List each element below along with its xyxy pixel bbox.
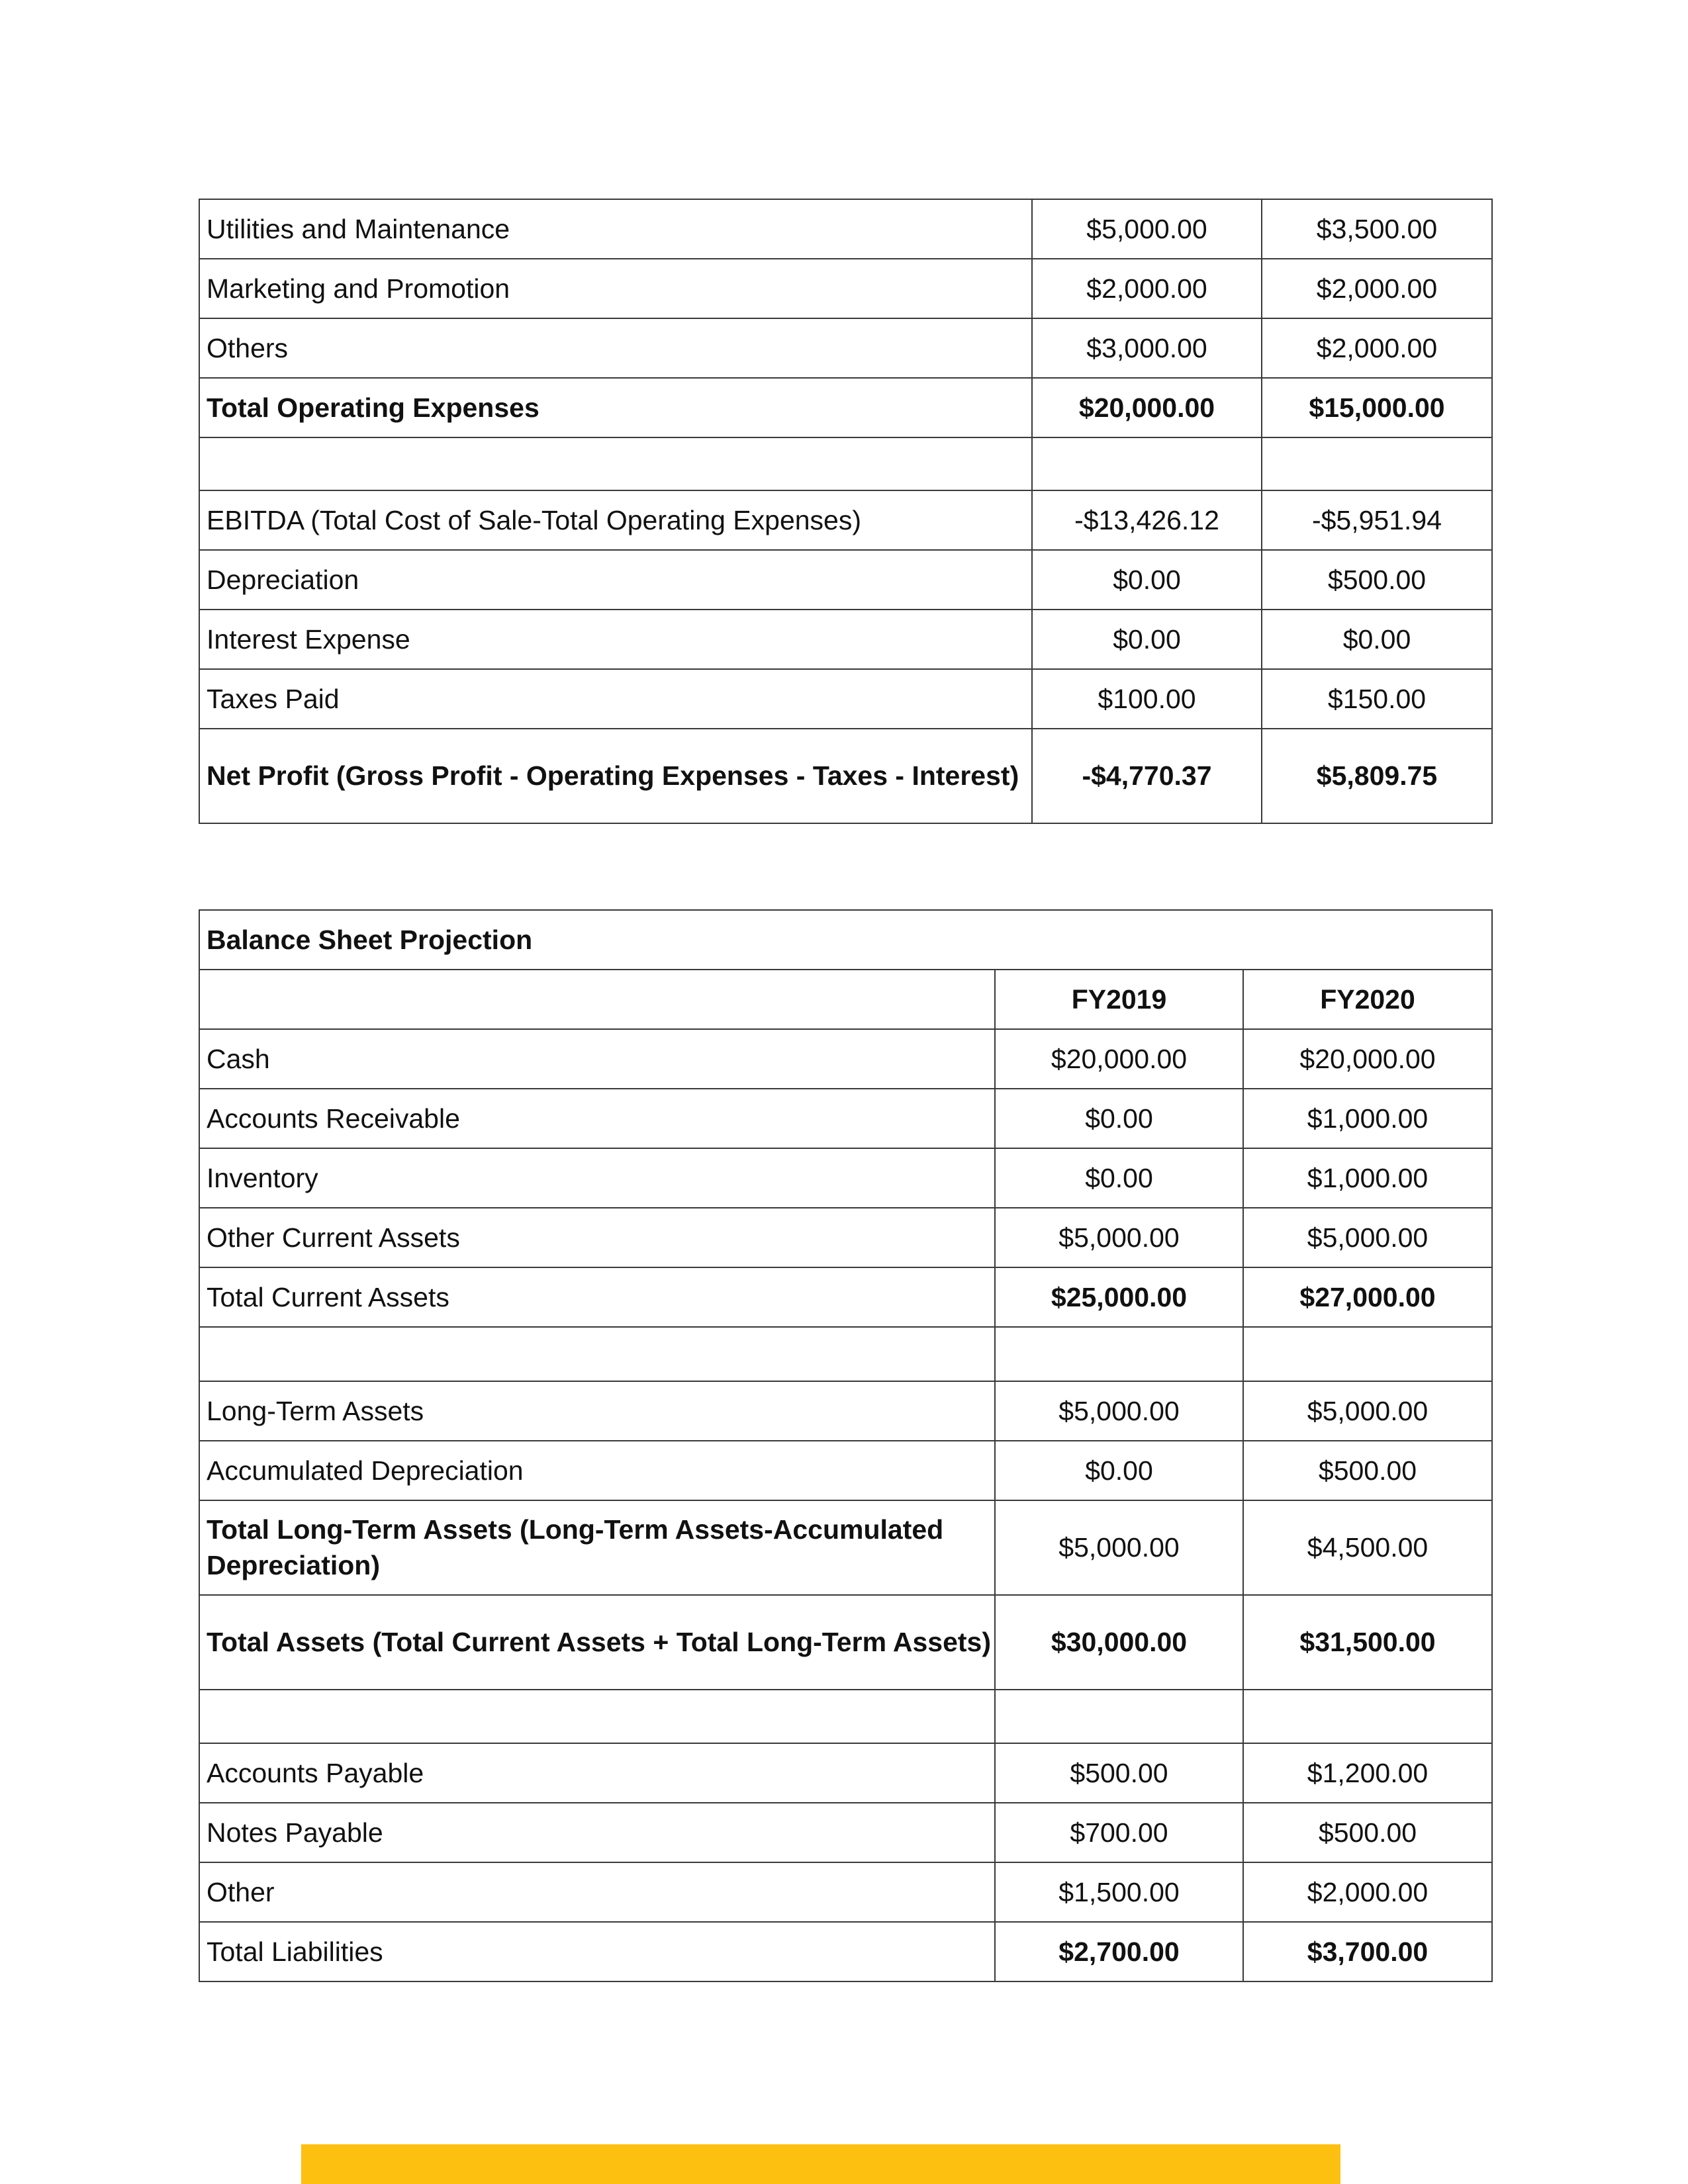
row-label: Marketing and Promotion (199, 259, 1032, 318)
header-blank (199, 970, 995, 1029)
row-value-year1: $3,000.00 (1032, 318, 1262, 378)
row-value-year1: $0.00 (1032, 550, 1262, 610)
row-value-year1: $1,500.00 (995, 1862, 1243, 1922)
table-row-spacer (199, 1690, 1492, 1743)
row-label: Accounts Receivable (199, 1089, 995, 1148)
table-row-total (199, 1595, 1492, 1690)
row-value-year1: $2,000.00 (1032, 259, 1262, 318)
balance-sheet-table (199, 909, 1493, 1982)
row-value-year1: $5,000.00 (995, 1500, 1243, 1595)
row-value-year2: $3,500.00 (1262, 199, 1492, 259)
row-value-year2: $4,500.00 (1243, 1500, 1492, 1595)
row-label: Total Current Assets (199, 1267, 995, 1327)
row-label: Total Long-Term Assets (Long-Term Assets-Accumulated Depreciation) (199, 1500, 995, 1595)
row-value-year1: $30,000.00 (995, 1595, 1243, 1690)
table-row (199, 1441, 1492, 1500)
row-value-year2: $500.00 (1243, 1441, 1492, 1500)
row-value-year2: $2,000.00 (1262, 318, 1492, 378)
row-value-year2: $3,700.00 (1243, 1922, 1492, 1981)
table-row (199, 1148, 1492, 1208)
row-label: Long-Term Assets (199, 1381, 995, 1441)
row-value-year1: $20,000.00 (1032, 378, 1262, 437)
row-value-year2: $27,000.00 (1243, 1267, 1492, 1327)
table-header-row (199, 970, 1492, 1029)
row-label (199, 1327, 995, 1381)
row-value-year1: -$13,426.12 (1032, 490, 1262, 550)
row-label: Depreciation (199, 550, 1032, 610)
row-value-year1 (1032, 437, 1262, 490)
table-row-total (199, 1922, 1492, 1981)
row-value-year1: $25,000.00 (995, 1267, 1243, 1327)
row-label: Total Operating Expenses (199, 378, 1032, 437)
table-row (199, 1381, 1492, 1441)
row-value-year2: $0.00 (1262, 610, 1492, 669)
row-label: Taxes Paid (199, 669, 1032, 729)
row-value-year2: $5,000.00 (1243, 1381, 1492, 1441)
row-label: Other Current Assets (199, 1208, 995, 1267)
row-label: Total Assets (Total Current Assets + Total Long-Term Assets) (199, 1595, 995, 1690)
row-value-year2: $2,000.00 (1243, 1862, 1492, 1922)
row-label: Cash (199, 1029, 995, 1089)
table-row (199, 259, 1492, 318)
table-row-spacer (199, 437, 1492, 490)
row-label: Notes Payable (199, 1803, 995, 1862)
row-label (199, 437, 1032, 490)
row-value-year2: $15,000.00 (1262, 378, 1492, 437)
row-label: Net Profit (Gross Profit - Operating Expenses - Taxes - Interest) (199, 729, 1032, 823)
table-row-total (199, 729, 1492, 823)
table-row-total (199, 1267, 1492, 1327)
row-value-year1: $0.00 (995, 1089, 1243, 1148)
row-value-year1: -$4,770.37 (1032, 729, 1262, 823)
row-value-year1: $0.00 (995, 1441, 1243, 1500)
row-value-year2: $5,809.75 (1262, 729, 1492, 823)
row-value-year2: $1,000.00 (1243, 1148, 1492, 1208)
table-row (199, 1743, 1492, 1803)
table-row-spacer (199, 1327, 1492, 1381)
row-value-year2 (1243, 1327, 1492, 1381)
row-value-year1: $5,000.00 (995, 1381, 1243, 1441)
row-value-year2: -$5,951.94 (1262, 490, 1492, 550)
row-value-year1: $20,000.00 (995, 1029, 1243, 1089)
row-value-year1 (995, 1690, 1243, 1743)
row-value-year2: $5,000.00 (1243, 1208, 1492, 1267)
row-value-year2: $31,500.00 (1243, 1595, 1492, 1690)
row-value-year1: $0.00 (1032, 610, 1262, 669)
profit-loss-table (199, 199, 1493, 824)
table-row (199, 550, 1492, 610)
table-row-total (199, 1500, 1492, 1595)
row-value-year2: $20,000.00 (1243, 1029, 1492, 1089)
row-value-year2: $2,000.00 (1262, 259, 1492, 318)
column-header-fy2020: FY2020 (1243, 970, 1492, 1029)
table-row (199, 1089, 1492, 1148)
table-row (199, 669, 1492, 729)
row-label: Inventory (199, 1148, 995, 1208)
row-value-year1: $700.00 (995, 1803, 1243, 1862)
table-row-total (199, 378, 1492, 437)
table-title: Balance Sheet Projection (199, 910, 1492, 970)
row-value-year1: $5,000.00 (995, 1208, 1243, 1267)
table-row (199, 1208, 1492, 1267)
table-row (199, 199, 1492, 259)
row-value-year2: $500.00 (1262, 550, 1492, 610)
row-value-year1: $5,000.00 (1032, 199, 1262, 259)
table-row (199, 610, 1492, 669)
table-row (199, 1029, 1492, 1089)
row-value-year1: $500.00 (995, 1743, 1243, 1803)
row-label: Other (199, 1862, 995, 1922)
footer-accent-bar (301, 2144, 1340, 2184)
row-value-year1 (995, 1327, 1243, 1381)
row-value-year2 (1243, 1690, 1492, 1743)
row-label: EBITDA (Total Cost of Sale-Total Operating Expenses) (199, 490, 1032, 550)
row-label (199, 1690, 995, 1743)
table-title-row (199, 910, 1492, 970)
table-row (199, 490, 1492, 550)
row-label: Interest Expense (199, 610, 1032, 669)
row-value-year2: $1,200.00 (1243, 1743, 1492, 1803)
column-header-fy2019: FY2019 (995, 970, 1243, 1029)
row-label: Others (199, 318, 1032, 378)
row-value-year1: $100.00 (1032, 669, 1262, 729)
row-label: Accumulated Depreciation (199, 1441, 995, 1500)
row-value-year2: $500.00 (1243, 1803, 1492, 1862)
table-row (199, 1862, 1492, 1922)
row-value-year2 (1262, 437, 1492, 490)
table-row (199, 1803, 1492, 1862)
row-value-year2: $150.00 (1262, 669, 1492, 729)
row-value-year1: $0.00 (995, 1148, 1243, 1208)
row-value-year2: $1,000.00 (1243, 1089, 1492, 1148)
row-label: Accounts Payable (199, 1743, 995, 1803)
table-row (199, 318, 1492, 378)
row-value-year1: $2,700.00 (995, 1922, 1243, 1981)
row-label: Utilities and Maintenance (199, 199, 1032, 259)
row-label: Total Liabilities (199, 1922, 995, 1981)
